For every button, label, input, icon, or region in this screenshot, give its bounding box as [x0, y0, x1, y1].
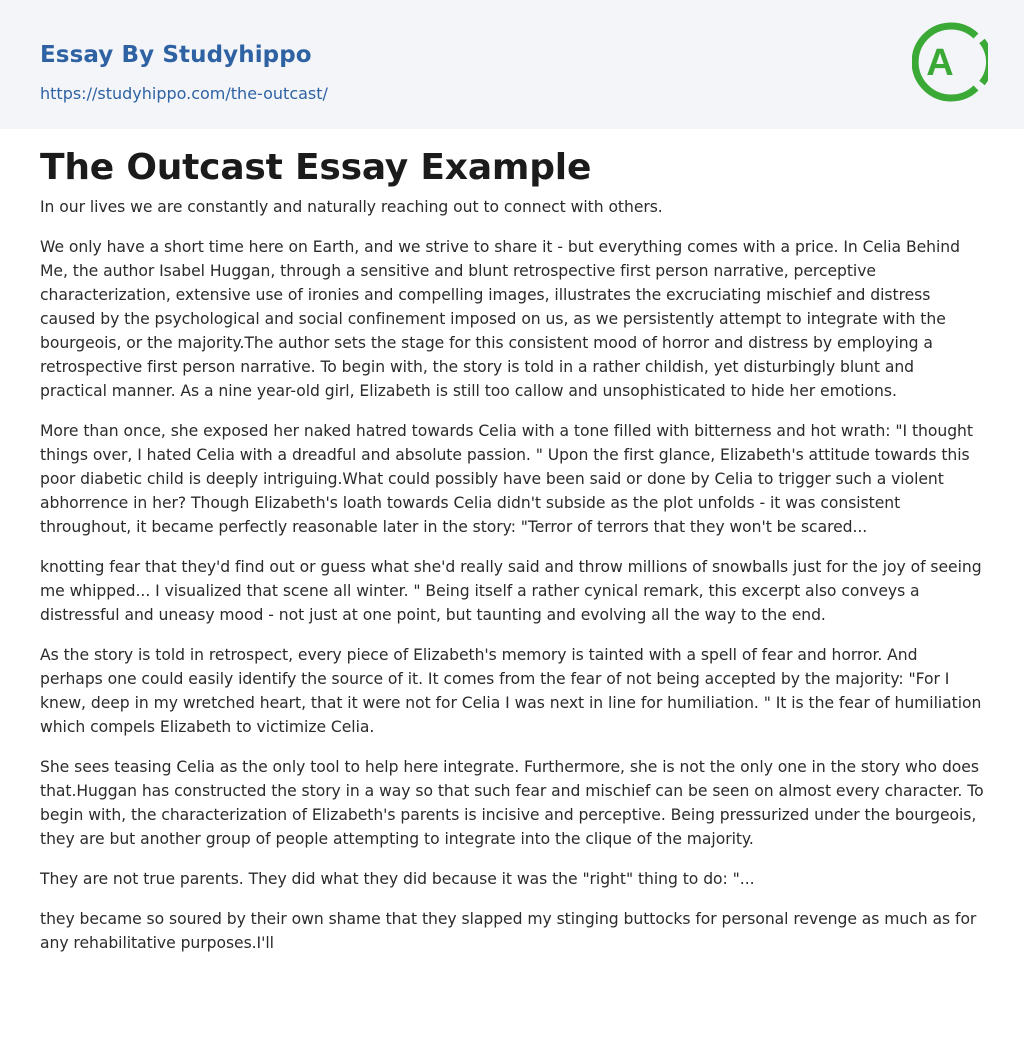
article-title: The Outcast Essay Example	[40, 147, 592, 188]
article-paragraph: More than once, she exposed her naked hatred towards Celia with a tone filled with bitterness and hot wrath: "I thought things over, I hated Celia with a dreadful and absolute passion. " Upon the first glance, Elizabeth's attitude towards this poor diabetic child is deeply intriguing.What could possibly have been said or done by Celia to trigger such a violent abhorrence in her? Though Elizabeth's loath towards Celia didn't subside as the plot unfolds - it was consistent throughout, it became perfectly reasonable later in the story: "Terror of terrors that they won't be scared...	[40, 422, 973, 536]
article-paragraph: They are not true parents. They did what they did because it was the "right" thing to do: "...	[40, 870, 755, 888]
article-paragraph: knotting fear that they'd find out or guess what she'd really said and throw millions of snowballs just for the joy of seeing me whipped... I visualized that scene all winter. " Being itself a rather cynical remark, this excerpt also conveys a distressful and uneasy mood - not just at one point, but taunting and evolving all the way to the end.	[40, 558, 982, 624]
article-body	[40, 195, 984, 971]
studyhippo-logo-icon[interactable]	[912, 19, 988, 105]
article-paragraph: they became so soured by their own shame that they slapped my stinging buttocks for personal revenge as much as for any rehabilitative purposes.I'll	[40, 910, 977, 952]
article-paragraph: As the story is told in retrospect, every piece of Elizabeth's memory is tainted with a spell of fear and horror. And perhaps one could easily identify the source of it. It comes from the fear of not being accepted by the majority: "For I knew, deep in my wretched heart, that it were not for Celia I was next in line for humiliation. " It is the fear of humiliation which compels Elizabeth to victimize Celia.	[40, 646, 982, 736]
article-paragraph: She sees teasing Celia as the only tool to help here integrate. Furthermore, she is not the only one in the story who does that.Huggan has constructed the story in a way so that such fear and mischief can be seen on almost every character. To begin with, the characterization of Elizabeth's parents is incisive and perceptive. Being pressurized under the bourgeois, they are but another group of people attempting to integrate into the clique of the majority.	[40, 758, 984, 848]
logo-letter: A	[926, 42, 954, 84]
site-name[interactable]: Essay By Studyhippo	[40, 42, 312, 68]
article-paragraph: In our lives we are constantly and naturally reaching out to connect with others.	[40, 198, 663, 216]
article-paragraph: We only have a short time here on Earth, and we strive to share it - but everything comes with a price. In Celia Behind Me, the author Isabel Huggan, through a sensitive and blunt retrospective first person narrative, perceptive characterization, extensive use of ironies and compelling images, illustrates the excruciating mischief and distress caused by the psychological and social confinement imposed on us, as we persistently attempt to integrate with the bourgeois, or the majority.The author sets the stage for this consistent mood of horror and distress by employing a retrospective first person narrative. To begin with, the story is told in a rather childish, yet disturbingly blunt and practical manner. As a nine year-old girl, Elizabeth is still too callow and unsophisticated to hide her emotions.	[40, 238, 960, 400]
article-url-link[interactable]: https://studyhippo.com/the-outcast/	[40, 84, 328, 103]
